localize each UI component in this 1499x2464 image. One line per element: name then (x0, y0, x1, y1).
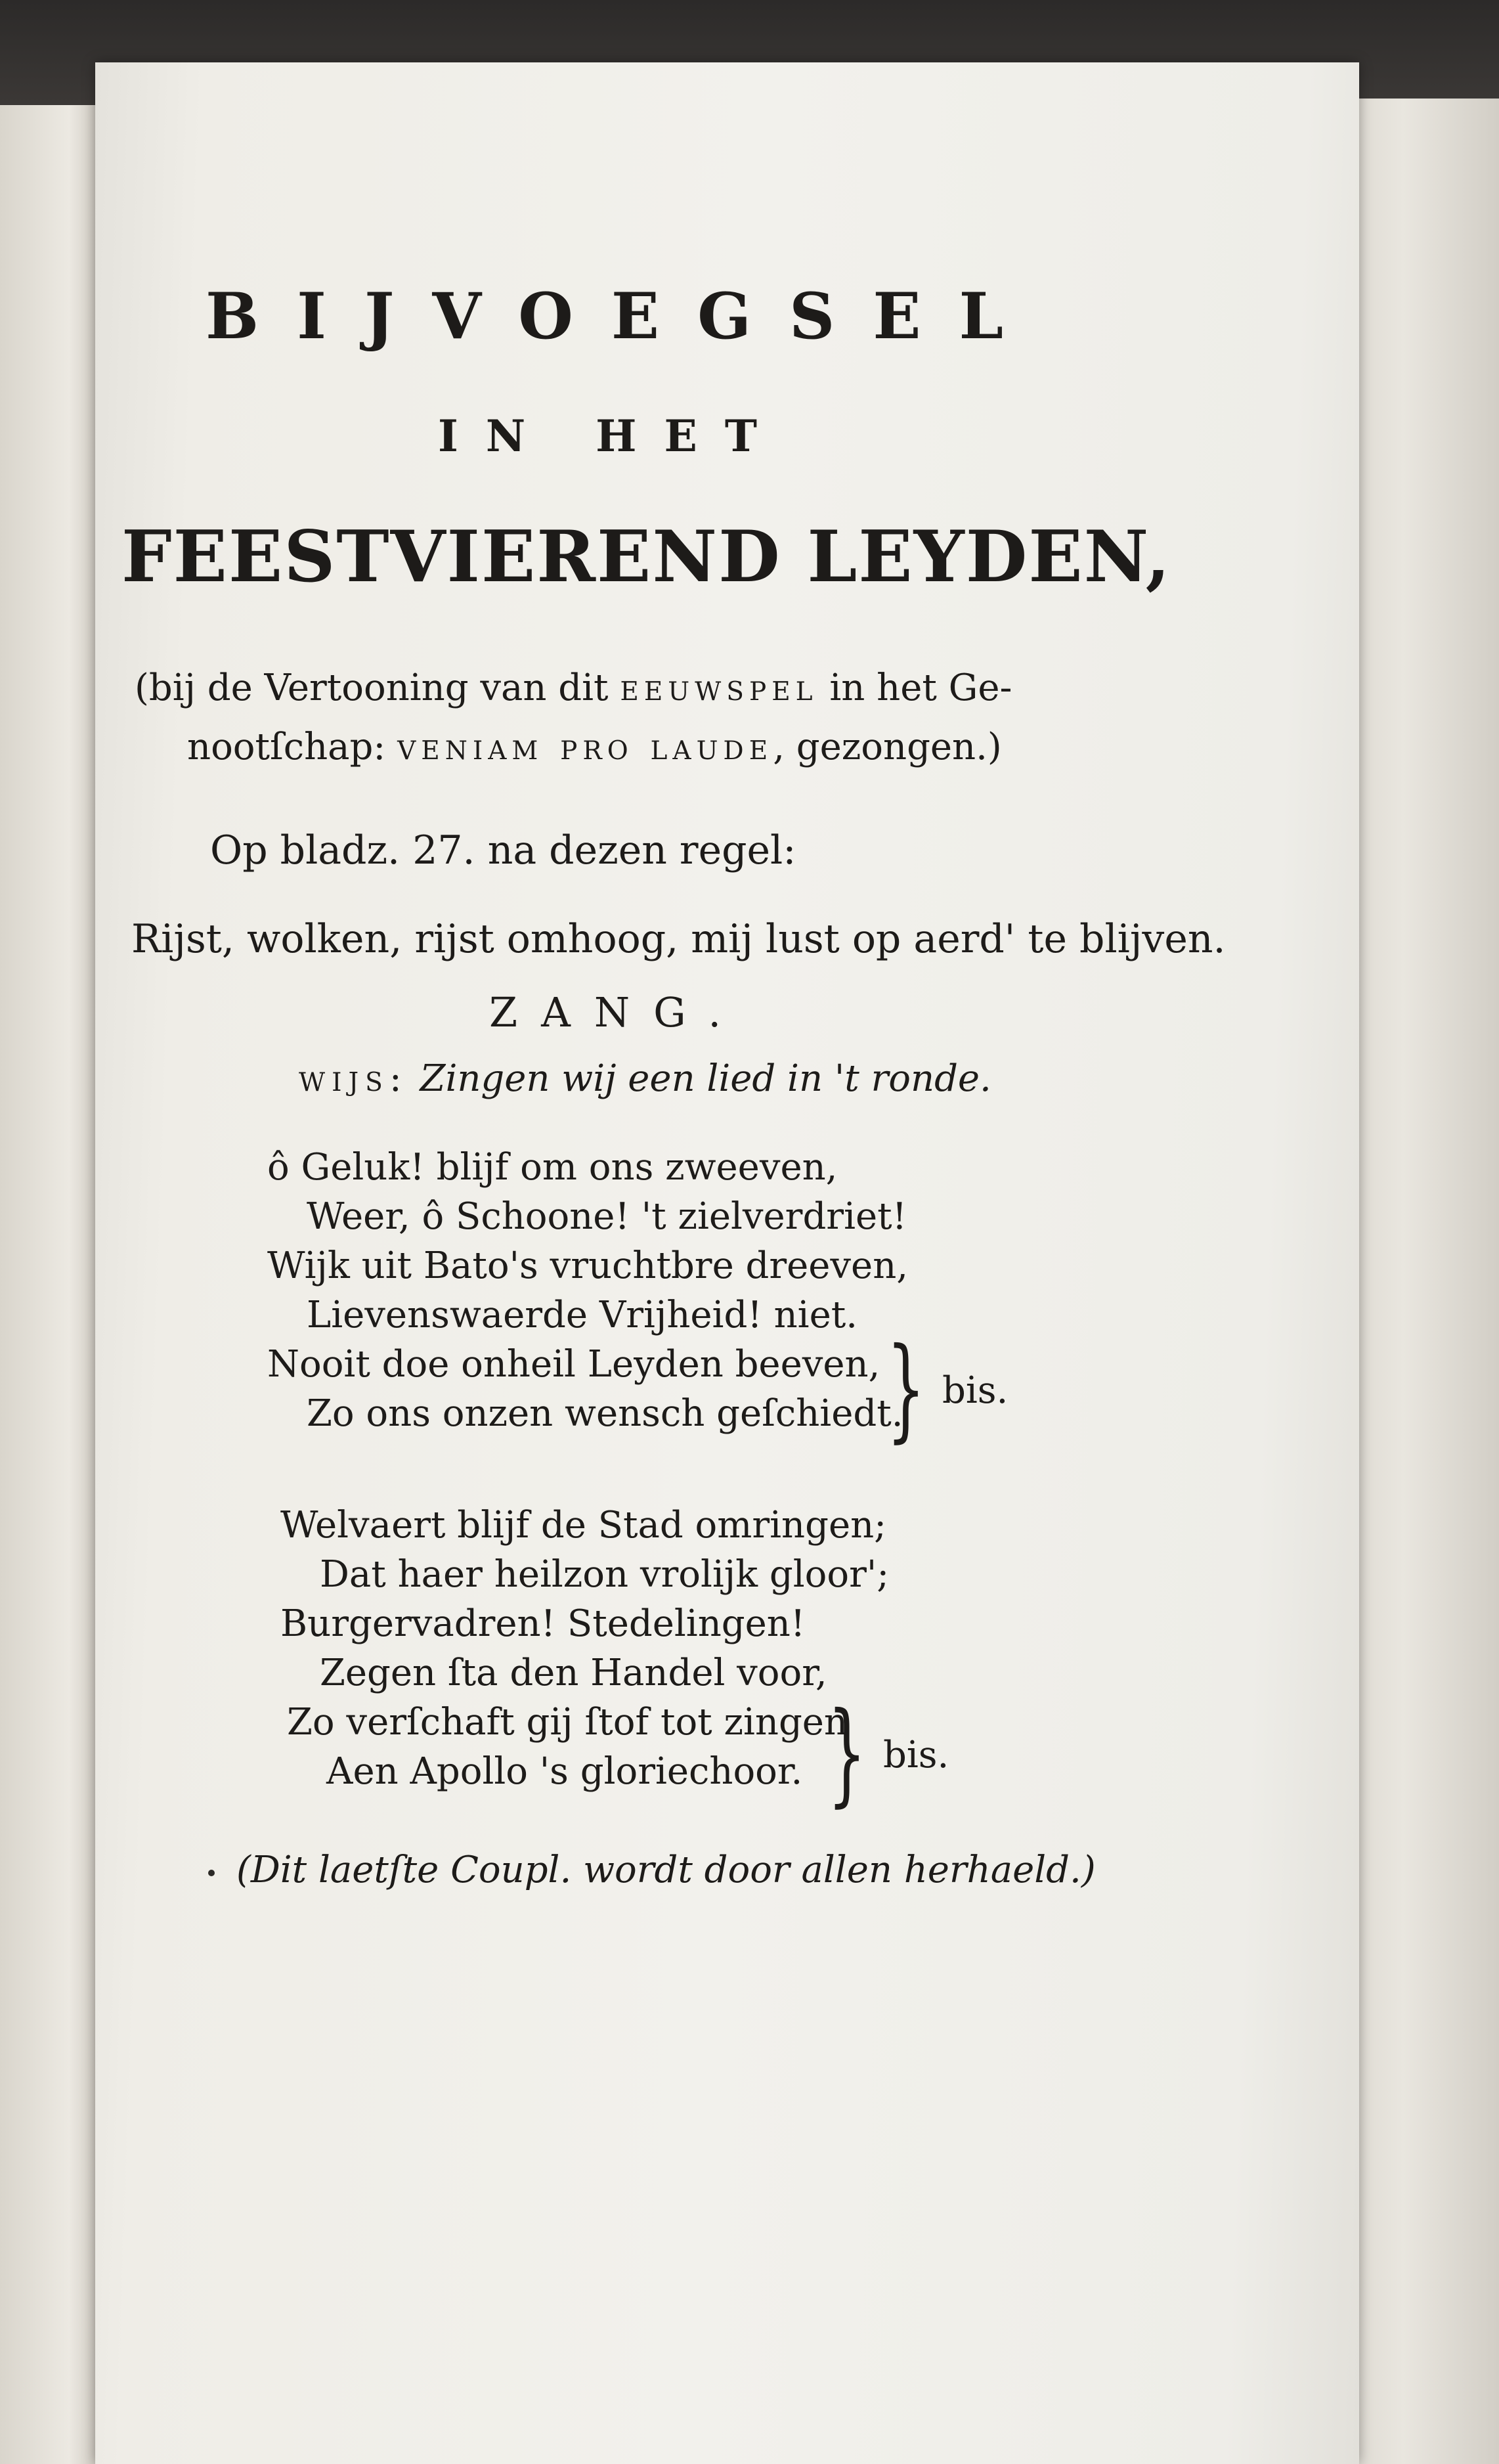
subtitle-text: (bij de Vertooning van dit (135, 667, 620, 709)
verse-2-line: Zo verſchaft gij ſtof tot zingen (287, 1701, 848, 1744)
song-heading: ZANG. (489, 988, 745, 1036)
verse-2-line: Burgervadren! Stedelingen! (280, 1602, 806, 1645)
tune-label: wijs: (299, 1057, 408, 1100)
heading-bijvoegsel: BIJVOEGSEL (206, 279, 1042, 353)
intro-line: Op bladz. 27. na dezen regel: (210, 827, 796, 873)
verse-1-line: Nooit doe onheil Leyden beeven, (267, 1343, 880, 1386)
subtitle-text: , gezongen.) (773, 726, 1002, 768)
verse-1-line: Wijk uit Bato's vruchtbre dreeven, (267, 1244, 909, 1287)
tune-line (299, 1057, 991, 1100)
verse-2-line: Aen Apollo 's gloriechoor. (326, 1750, 803, 1793)
ink-dot (208, 1870, 215, 1876)
quoted-line: Rijst, wolken, rijst omhoog, mij lust op aerd' te blijven. (131, 916, 1226, 962)
closing-note: (Dit laetſte Coupl. wordt door allen herhaeld.) (236, 1849, 1096, 1891)
heading-in-het: IN HET (438, 410, 785, 462)
verse-2-line: Welvaert blijf de Stad omringen; (280, 1504, 887, 1547)
subtitle-line-2 (187, 726, 1002, 768)
refrain-brace: } (827, 1688, 867, 1818)
refrain-brace: } (886, 1324, 926, 1454)
refrain-mark: bis. (942, 1369, 1009, 1412)
subtitle-society-name: veniam pro laude (397, 726, 773, 768)
verse-1-line: Weer, ô Schoone! 't zielverdriet! (307, 1195, 907, 1238)
verse-1-line: Zo ons onzen wensch geſchiedt. (307, 1392, 903, 1435)
verse-2-line: Zegen ſta den Handel voor, (320, 1652, 827, 1694)
verse-1-line: Lievenswaerde Vrijheid! niet. (307, 1294, 858, 1336)
subtitle-line-1 (135, 667, 1012, 709)
verse-2-line: Dat haer heilzon vrolijk gloor'; (320, 1553, 890, 1596)
subtitle-eeuwspel: eeuwspel (620, 667, 818, 709)
tune-name: Zingen wij een lied in 't ronde. (420, 1057, 991, 1100)
verse-1-line: ô Geluk! blijf om ons zweeven, (267, 1146, 838, 1189)
subtitle-text: in het Ge- (817, 667, 1012, 709)
subtitle-text: nootſchap: (187, 726, 398, 768)
heading-feestvierend-leyden: FEESTVIEREND LEYDEN, (121, 516, 1172, 598)
right-page-stack (1339, 99, 1499, 2464)
refrain-mark: bis. (883, 1734, 949, 1776)
book-page (95, 62, 1359, 2464)
left-page-edge (0, 105, 98, 2464)
